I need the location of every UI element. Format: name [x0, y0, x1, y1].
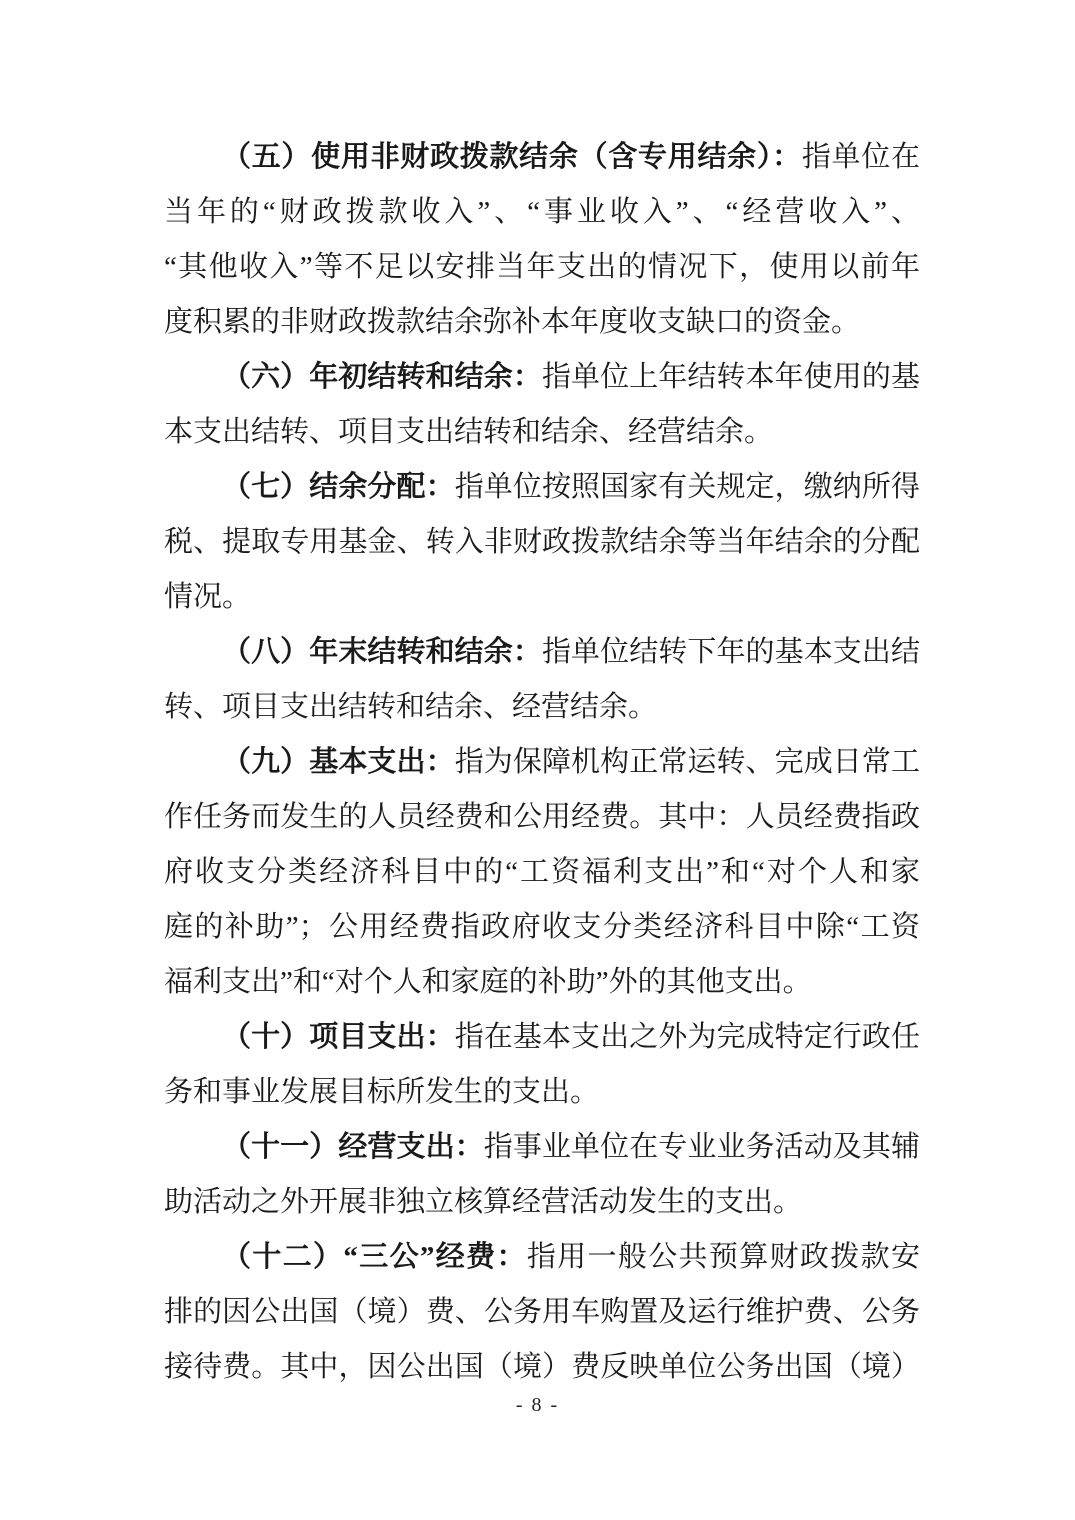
term-heading: （十）项目支出：: [222, 1021, 455, 1053]
body-text: 府收支分类经济科目中的“工资福利支出”和“对个人和家: [164, 856, 920, 888]
body-text: 接待费。其中，因公出国（境）费反映单位公务出国（境）: [164, 1351, 920, 1383]
paragraph-line: [164, 900, 920, 955]
body-text: 本支出结转、项目支出结转和结余、经营结余。: [164, 416, 774, 448]
body-text: 指在基本支出之外为完成特定行政任: [454, 1021, 920, 1053]
paragraph-line: [164, 295, 920, 350]
body-text: 指单位在: [801, 141, 920, 173]
body-text: 度积累的非财政拨款结余弥补本年度收支缺口的资金。: [164, 306, 861, 338]
body-text: 指为保障机构正常运转、完成日常工: [454, 746, 920, 778]
paragraph-line: [164, 1285, 920, 1340]
body-text: 排的因公出国（境）费、公务用车购置及运行维护费、公务: [164, 1296, 920, 1328]
term-heading: （五）使用非财政拨款结余（含专用结余）：: [222, 141, 802, 173]
paragraph-line: [164, 1065, 920, 1120]
paragraph-line: [164, 185, 920, 240]
paragraph-line: [164, 680, 920, 735]
term-heading: （七）结余分配：: [222, 471, 455, 503]
body-text: 指单位按照国家有关规定，缴纳所得: [454, 471, 920, 503]
page-footer: [0, 1394, 1075, 1417]
body-text: 作任务而发生的人员经费和公用经费。其中：人员经费指政: [164, 801, 920, 833]
paragraph-line: [164, 515, 920, 570]
paragraph-line: [164, 1340, 920, 1395]
paragraph-line: [164, 1010, 920, 1065]
paragraph-line: [164, 405, 920, 460]
document-text-block: [164, 130, 920, 1395]
paragraph-line: [164, 350, 920, 405]
body-text: 税、提取专用基金、转入非财政拨款结余等当年结余的分配: [164, 526, 920, 558]
paragraph-line: [164, 570, 920, 625]
term-heading: （十一）经营支出：: [222, 1131, 484, 1163]
body-text: 助活动之外开展非独立核算经营活动发生的支出。: [164, 1186, 803, 1218]
paragraph-line: [164, 955, 920, 1010]
body-text: 务和事业发展目标所发生的支出。: [164, 1076, 600, 1108]
term-heading: （八）年末结转和结余：: [222, 636, 542, 668]
paragraph-line: [164, 130, 920, 185]
paragraph-line: [164, 460, 920, 515]
body-text: 转、项目支出结转和结余、经营结余。: [164, 691, 658, 723]
body-text: 当年的“财政拨款收入”、“事业收入”、“经营收入”、: [164, 196, 920, 228]
term-heading: （六）年初结转和结余：: [222, 361, 542, 393]
paragraph-line: [164, 1230, 920, 1285]
paragraph-line: [164, 1175, 920, 1230]
paragraph-line: [164, 1120, 920, 1175]
paragraph-line: [164, 845, 920, 900]
body-text: 福利支出”和“对个人和家庭的补助”外的其他支出。: [164, 966, 812, 998]
paragraph-line: [164, 735, 920, 790]
body-text: 指用一般公共预算财政拨款安: [526, 1241, 920, 1273]
term-heading: （十二）“三公”经费：: [222, 1241, 527, 1273]
paragraph-line: [164, 240, 920, 295]
paragraph-line: [164, 625, 920, 680]
body-text: 庭的补助”；公用经费指政府收支分类经济科目中除“工资: [164, 911, 920, 943]
term-heading: （九）基本支出：: [222, 746, 455, 778]
body-text: 指单位上年结转本年使用的基: [541, 361, 920, 393]
body-text: “其他收入”等不足以安排当年支出的情况下，使用以前年: [164, 251, 920, 283]
body-text: 指事业单位在专业业务活动及其辅: [483, 1131, 920, 1163]
body-text: 指单位结转下年的基本支出结: [541, 636, 920, 668]
paragraph-line: [164, 790, 920, 845]
page-number: - 8 -: [515, 1394, 560, 1416]
body-text: 情况。: [164, 581, 252, 613]
